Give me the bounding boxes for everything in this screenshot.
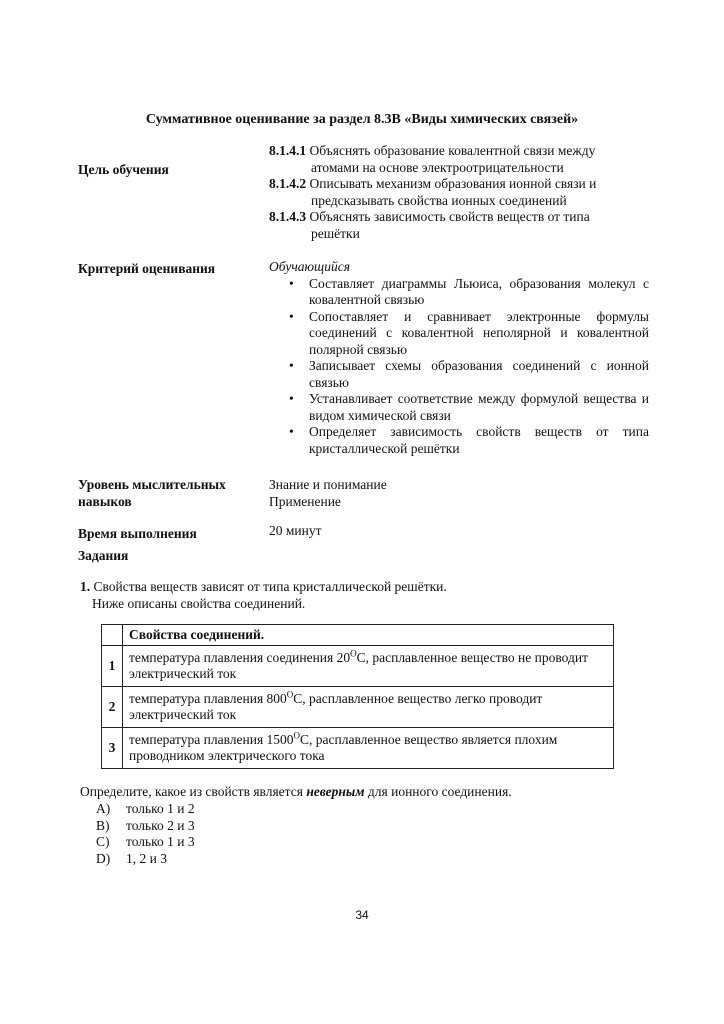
answer-option	[96, 818, 195, 835]
prompt-text: Определите, какое из свойств является	[80, 784, 307, 799]
objective-text-cont: предсказывать свойства ионных соединений	[311, 192, 567, 208]
prompt-emphasis: неверным	[306, 784, 365, 799]
time-label	[78, 523, 197, 567]
objective-code: 8.1.4.2	[269, 176, 307, 191]
objective-text: Объяснять зависимость свойств веществ от типа	[309, 209, 590, 224]
criteria-item-text: Сопоставляет и сравнивает электронные формулы соединений с ковалентной неполярной и ковалентной полярной связью	[309, 308, 649, 357]
criteria-item-text: Определяет зависимость свойств веществ от типа кристаллической решётки	[309, 424, 649, 456]
row-text-part: С, расплавленное вещество не проводит электрический ток	[129, 650, 588, 681]
objective-text-cont: атомами на основе электроотрицательности	[311, 159, 564, 175]
criteria-item-text: Устанавливает соответствие между формулой вещества и видом химической связи	[309, 391, 649, 423]
criteria-item	[269, 424, 649, 457]
page-title: Суммативное оценивание за раздел 8.3В «Виды химических связей»	[145, 112, 579, 127]
table-row	[102, 728, 614, 769]
criteria-label: Критерий оценивания	[78, 261, 216, 276]
bullet-icon: •	[289, 358, 294, 373]
row-text	[123, 687, 614, 728]
row-text-part: С, расплавленное вещество легко проводит электрический ток	[129, 691, 543, 722]
option-text: только 1 и 2	[126, 801, 195, 816]
skills-value: Применение	[269, 494, 341, 509]
skills-label	[78, 476, 226, 510]
option-text: 1, 2 и 3	[126, 850, 167, 866]
objective-code: 8.1.4.3	[269, 209, 307, 224]
table-row	[102, 687, 614, 728]
criteria-item	[269, 309, 649, 359]
option-text: только 1 и 3	[126, 834, 195, 849]
objective-text: Объяснять образование ковалентной связи между	[309, 143, 596, 158]
answer-option	[96, 851, 195, 868]
objective-text-cont: решётки	[311, 225, 360, 241]
skills-value: Знание и понимание	[269, 477, 387, 492]
answer-option	[96, 801, 195, 818]
row-text-part: температура плавления 800	[129, 691, 287, 706]
answer-options	[96, 801, 195, 867]
goal-objectives	[269, 143, 649, 242]
page-number: 34	[355, 908, 369, 922]
table-row	[102, 646, 614, 687]
question-text: Свойства веществ зависят от типа кристаллической решётки.	[93, 579, 447, 594]
table-cell	[102, 625, 123, 646]
objective-code: 8.1.4.1	[269, 143, 307, 158]
option-letter: D)	[96, 850, 111, 866]
row-number: 3	[102, 728, 123, 769]
answer-option	[96, 834, 195, 851]
question-prompt	[80, 784, 512, 801]
criteria-item	[269, 276, 649, 309]
degree-sup: O	[350, 648, 357, 659]
row-text-part: С, расплавленное вещество является плохим проводником электрического тока	[129, 732, 558, 763]
criteria-item-text: Составляет диаграммы Льюиса, образования молекул с ковалентной связью	[309, 275, 649, 307]
properties-table	[101, 624, 614, 769]
time-value: 20 минут	[269, 523, 322, 538]
table-header: Свойства соединений.	[123, 625, 614, 646]
criteria-list	[269, 276, 649, 458]
option-text: только 2 и 3	[126, 817, 195, 833]
row-number: 1	[102, 646, 123, 687]
bullet-icon: •	[289, 275, 294, 291]
criteria-block	[269, 259, 649, 457]
row-text-part: температура плавления 1500	[129, 732, 294, 747]
objective-item	[269, 209, 649, 242]
criteria-item	[269, 358, 649, 391]
row-text-part: температура плавления соединения 20	[129, 650, 351, 665]
criteria-item-text: Записывает схемы образования соединений с ионной связью	[309, 358, 649, 390]
row-number: 2	[102, 687, 123, 728]
skills-label-line: навыков	[78, 494, 132, 509]
option-letter: A)	[96, 801, 111, 816]
skills-label-line: Уровень мыслительных	[78, 477, 226, 492]
time-label-line: Время выполнения	[78, 526, 197, 541]
degree-sup: O	[293, 730, 301, 741]
criteria-item	[269, 391, 649, 424]
bullet-icon: •	[289, 424, 294, 439]
option-letter: C)	[96, 834, 110, 849]
degree-sup: O	[286, 689, 294, 700]
table-header-row	[102, 625, 614, 646]
objective-item	[269, 176, 649, 209]
time-label-line: Задания	[78, 548, 129, 563]
prompt-text: для ионного соединения.	[364, 784, 512, 799]
goal-label: Цель обучения	[78, 162, 169, 177]
bullet-icon: •	[289, 391, 294, 406]
question-number: 1.	[80, 579, 91, 594]
row-text	[123, 728, 614, 769]
question-1	[80, 578, 447, 612]
criteria-intro: Обучающийся	[269, 259, 351, 274]
option-letter: B)	[96, 817, 110, 833]
objective-text: Описывать механизм образования ионной связи и	[309, 176, 597, 191]
bullet-icon: •	[289, 308, 294, 324]
skills-values	[269, 476, 649, 510]
objective-item	[269, 143, 649, 176]
question-text: Ниже описаны свойства соединений.	[92, 596, 306, 611]
row-text	[123, 646, 614, 687]
